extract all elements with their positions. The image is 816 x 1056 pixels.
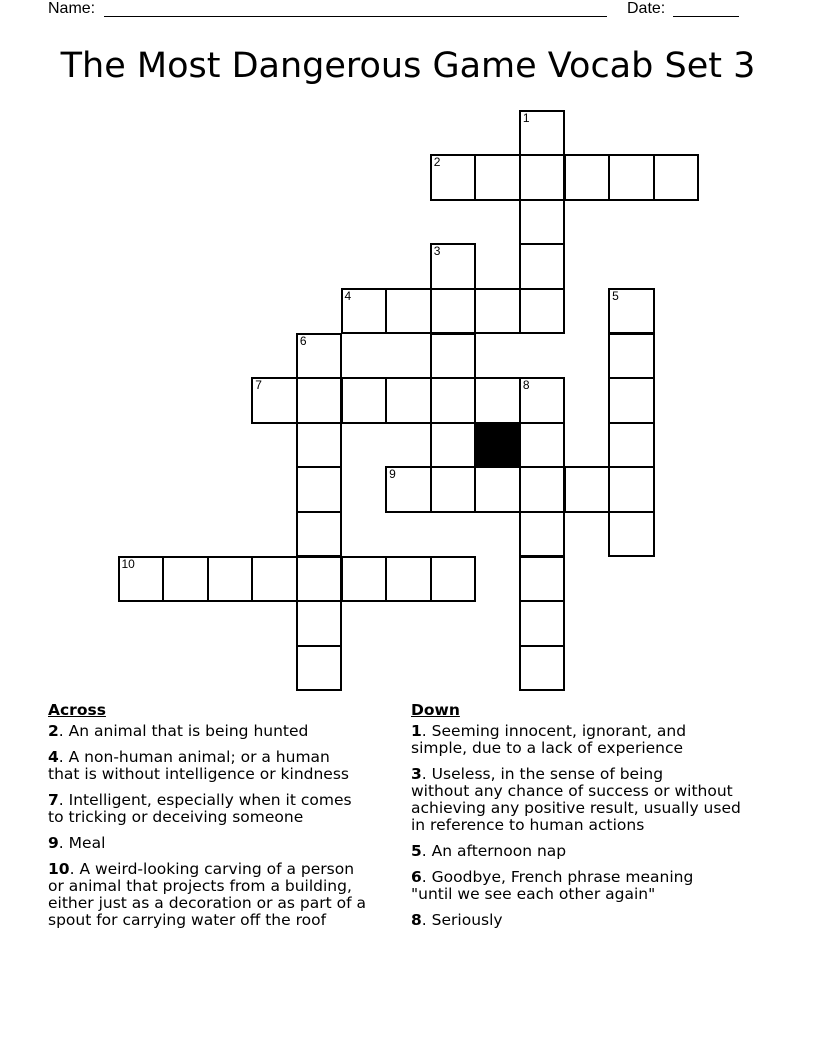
across-clues (48, 702, 408, 938)
crossword-cell[interactable] (474, 154, 521, 201)
crossword-cell[interactable] (608, 422, 655, 469)
clue-number: 5 (612, 288, 619, 303)
crossword-cell[interactable] (296, 511, 343, 558)
clue-text: Intelligent, especially when it comes to tricking or deceiving someone (48, 791, 352, 826)
clue-number: 4 (344, 288, 352, 303)
crossword-cell[interactable] (653, 154, 700, 201)
crossword-cell[interactable] (519, 600, 566, 647)
clue-number: 8 (522, 378, 530, 393)
down-clue: 3. Useless, in the sense of being without any chance of success or without achieving any positive result, usually used in reference to human actions (411, 765, 741, 834)
clue-number: 9 (48, 834, 59, 852)
clue-number: 9 (389, 467, 396, 482)
page-title: The Most Dangerous Game Vocab Set 3 (60, 46, 756, 86)
clue-number: 2 (48, 722, 59, 740)
down-clue: 1. Seeming innocent, ignorant, and simple, due to a lack of experience (411, 722, 687, 757)
crossword-cell[interactable] (519, 556, 566, 603)
down-clue-list (411, 723, 776, 929)
crossword-cell[interactable] (296, 333, 343, 380)
crossword-cell[interactable] (519, 199, 566, 246)
crossword-cell[interactable] (430, 377, 477, 424)
clue-number: 3 (411, 765, 422, 783)
clue-number: 3 (433, 244, 441, 259)
crossword-cell[interactable] (519, 288, 566, 335)
crossword-cell[interactable] (430, 556, 477, 603)
crossword-cell[interactable] (608, 333, 655, 380)
crossword-cell[interactable] (519, 110, 566, 157)
across-clue: 4. A non-human animal; or a human that is without intelligence or kindness (48, 748, 349, 783)
crossword-cell[interactable] (341, 288, 388, 335)
crossword-black-cell (474, 422, 521, 469)
clue-text: Seriously (431, 911, 503, 929)
crossword-cell[interactable] (474, 377, 521, 424)
crossword-cell[interactable] (608, 466, 655, 513)
crossword-cell[interactable] (608, 511, 655, 558)
across-heading: Across (48, 701, 106, 719)
crossword-cell[interactable] (251, 556, 298, 603)
crossword-cell[interactable] (385, 556, 432, 603)
date-label: Date: (627, 0, 666, 17)
across-clue-list (48, 723, 408, 929)
down-clues (411, 702, 776, 938)
clue-text: An animal that is being hunted (68, 722, 309, 740)
down-clue: 5. An afternoon nap (411, 842, 567, 860)
clue-number: 1 (411, 722, 422, 740)
crossword-cell[interactable] (564, 466, 611, 513)
crossword-cell[interactable] (474, 466, 521, 513)
crossword-cell[interactable] (608, 377, 655, 424)
crossword-cell[interactable] (430, 422, 477, 469)
name-label: Name: (48, 0, 96, 17)
crossword-cell[interactable] (385, 377, 432, 424)
clue-text: Seeming innocent, ignorant, and simple, due to a lack of experience (411, 722, 687, 757)
clue-number: 8 (411, 911, 422, 929)
crossword-cell[interactable] (207, 556, 254, 603)
crossword-cell[interactable] (118, 556, 165, 603)
crossword-cell[interactable] (430, 154, 477, 201)
crossword-cell[interactable] (474, 288, 521, 335)
crossword-cell[interactable] (385, 466, 432, 513)
clue-text: A non-human animal; or a human that is without intelligence or kindness (48, 748, 349, 783)
clue-text: Useless, in the sense of being without any chance of success or without achieving any positive result, usually used in reference to human actions (411, 765, 741, 834)
crossword-cell[interactable] (564, 154, 611, 201)
crossword-cell[interactable] (162, 556, 209, 603)
clue-text: Goodbye, French phrase meaning "until we see each other again" (411, 868, 694, 903)
crossword-cell[interactable] (430, 243, 477, 290)
across-clue: 2. An animal that is being hunted (48, 722, 309, 740)
crossword-cell[interactable] (385, 288, 432, 335)
crossword-cell[interactable] (296, 466, 343, 513)
crossword-cell[interactable] (519, 243, 566, 290)
crossword-cell[interactable] (251, 377, 298, 424)
crossword-cell[interactable] (430, 333, 477, 380)
clue-text: An afternoon nap (431, 842, 567, 860)
clue-number: 7 (48, 791, 59, 809)
clue-number: 6 (299, 333, 307, 348)
down-clue: 6. Goodbye, French phrase meaning "until we see each other again" (411, 868, 694, 903)
crossword-cell[interactable] (296, 556, 343, 603)
clue-text: A weird-looking carving of a person or animal that projects from a building, either just as a decoration or as part of a spout for carrying water off the roof (48, 860, 366, 929)
crossword-cell[interactable] (341, 377, 388, 424)
crossword-cell[interactable] (519, 154, 566, 201)
clue-number: 7 (255, 378, 262, 393)
crossword-cell[interactable] (519, 645, 566, 692)
crossword-cell[interactable] (296, 645, 343, 692)
down-heading: Down (411, 701, 460, 719)
crossword-cell[interactable] (430, 288, 477, 335)
clue-number: 5 (411, 842, 422, 860)
crossword-cell[interactable] (341, 556, 388, 603)
crossword-cell[interactable] (296, 600, 343, 647)
across-clue: 10. A weird-looking carving of a person or animal that projects from a building, either just as a decoration or as part of a spout for carrying water off the roof (48, 860, 366, 929)
clue-number: 4 (48, 748, 59, 766)
down-clue: 8. Seriously (411, 911, 503, 929)
crossword-cell[interactable] (519, 511, 566, 558)
crossword-cell[interactable] (608, 154, 655, 201)
clue-number: 6 (411, 868, 422, 886)
across-clue: 7. Intelligent, especially when it comes to tricking or deceiving someone (48, 791, 352, 826)
crossword-cell[interactable] (519, 422, 566, 469)
clue-number: 10 (121, 556, 135, 571)
crossword-cell[interactable] (519, 377, 566, 424)
clue-number: 10 (48, 860, 70, 878)
crossword-cell[interactable] (608, 288, 655, 335)
crossword-cell[interactable] (519, 466, 566, 513)
clue-number: 2 (433, 155, 441, 170)
crossword-cell[interactable] (296, 377, 343, 424)
crossword-cell[interactable] (430, 466, 477, 513)
across-clue: 9. Meal (48, 834, 106, 852)
crossword-cell[interactable] (296, 422, 343, 469)
clue-text: Meal (68, 834, 106, 852)
clue-number: 1 (522, 110, 530, 125)
